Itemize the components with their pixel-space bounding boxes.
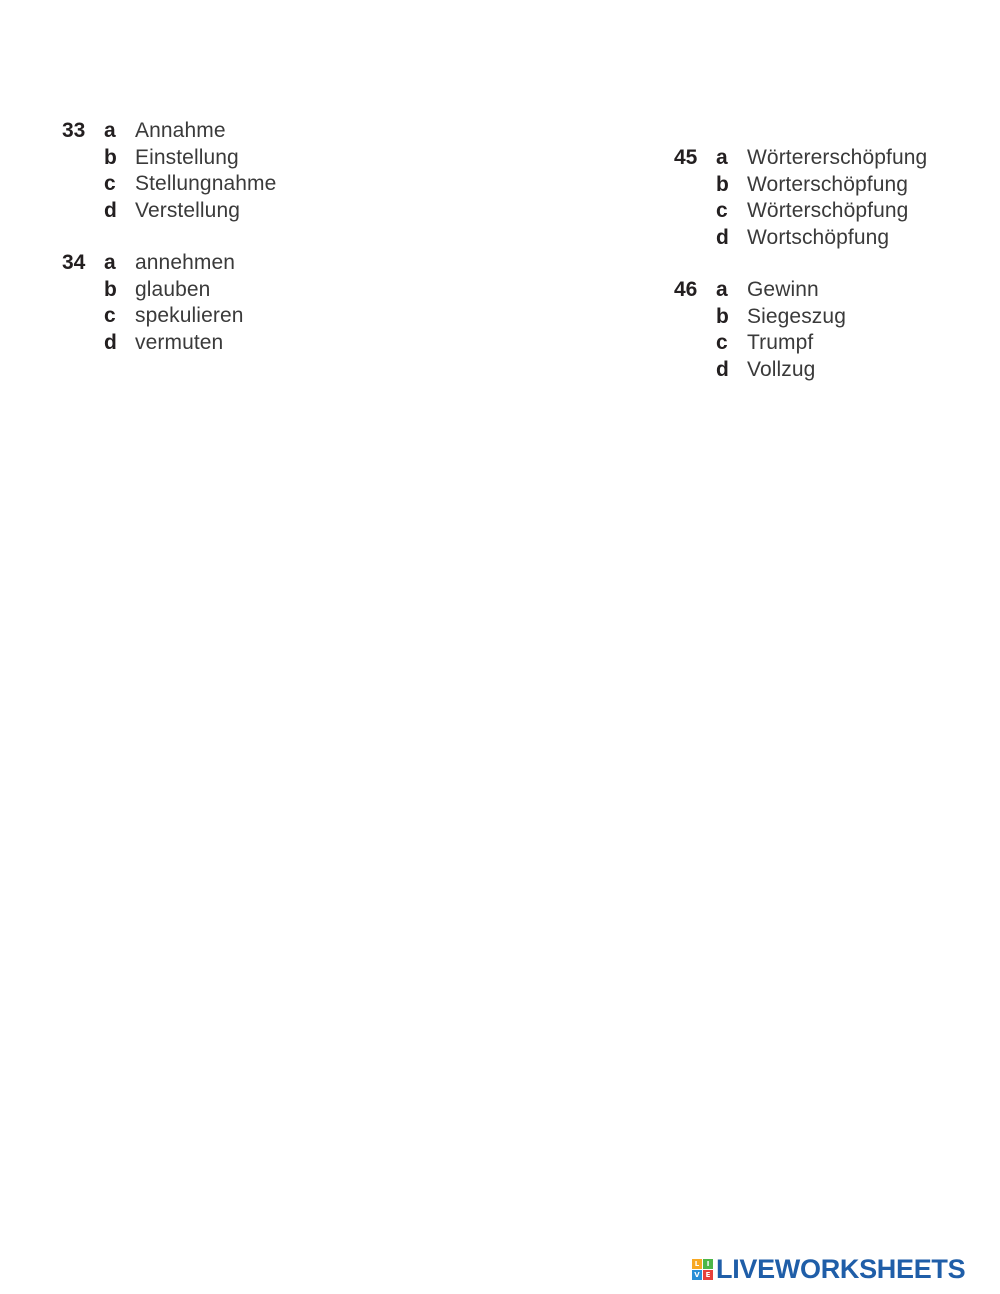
question-46 <box>674 277 927 383</box>
option-text: annehmen <box>135 251 236 274</box>
option-b[interactable] <box>716 304 927 331</box>
option-c[interactable] <box>104 171 276 198</box>
question-number: 34 <box>62 251 86 274</box>
option-a[interactable] <box>716 145 927 172</box>
option-letter: d <box>104 198 117 222</box>
option-letter: c <box>716 331 728 354</box>
option-text: Einstellung <box>135 145 239 169</box>
option-letter: b <box>716 172 729 196</box>
option-b[interactable] <box>104 145 276 172</box>
logo-text: LIVEWORKSHEETS <box>716 1253 966 1284</box>
option-list <box>716 145 927 251</box>
logo-blocks-icon <box>692 1259 713 1280</box>
option-a[interactable] <box>716 277 927 304</box>
option-text: glauben <box>135 277 211 301</box>
option-letter: d <box>716 225 729 249</box>
option-c[interactable] <box>104 303 276 330</box>
question-34 <box>62 250 276 356</box>
option-b[interactable] <box>716 172 927 199</box>
option-text: Gewinn <box>747 278 819 301</box>
option-d[interactable] <box>716 225 927 252</box>
option-d[interactable] <box>104 198 276 225</box>
option-list <box>104 118 276 224</box>
option-letter: a <box>104 251 116 274</box>
option-letter: b <box>104 277 117 301</box>
question-33 <box>62 118 276 224</box>
option-letter: b <box>716 304 729 328</box>
option-letter: d <box>716 357 729 381</box>
right-question-column <box>674 145 927 409</box>
option-letter: c <box>104 172 116 195</box>
option-letter: b <box>104 145 117 169</box>
option-text: Siegeszug <box>747 304 846 328</box>
option-a[interactable] <box>104 118 276 145</box>
logo-block-l: L <box>692 1259 702 1269</box>
option-list <box>716 277 927 383</box>
option-list <box>104 250 276 356</box>
option-letter: c <box>104 304 116 327</box>
logo-block-v: V <box>692 1270 702 1280</box>
left-question-column <box>62 118 276 382</box>
option-text: vermuten <box>135 330 224 354</box>
option-letter: c <box>716 199 728 222</box>
option-d[interactable] <box>716 357 927 384</box>
option-text: Wörtererschöpfung <box>747 146 928 169</box>
option-c[interactable] <box>716 198 927 225</box>
option-letter: d <box>104 330 117 354</box>
option-text: spekulieren <box>135 304 244 327</box>
question-number: 45 <box>674 146 698 169</box>
option-d[interactable] <box>104 330 276 357</box>
liveworksheets-logo <box>692 1254 965 1284</box>
option-text: Wortschöpfung <box>747 225 890 249</box>
option-text: Vollzug <box>747 357 816 381</box>
option-c[interactable] <box>716 330 927 357</box>
option-letter: a <box>104 119 116 142</box>
option-a[interactable] <box>104 250 276 277</box>
option-letter: a <box>716 278 728 301</box>
logo-block-e: E <box>703 1270 713 1280</box>
question-number: 33 <box>62 119 86 142</box>
option-text: Wörterschöpfung <box>747 199 909 222</box>
logo-block-i: I <box>703 1259 713 1269</box>
option-b[interactable] <box>104 277 276 304</box>
option-text: Trumpf <box>747 331 814 354</box>
question-45 <box>674 145 927 251</box>
option-text: Stellungnahme <box>135 172 277 195</box>
option-text: Annahme <box>135 119 226 142</box>
question-number: 46 <box>674 278 698 301</box>
option-letter: a <box>716 146 728 169</box>
option-text: Verstellung <box>135 198 241 222</box>
option-text: Worterschöpfung <box>747 172 909 196</box>
